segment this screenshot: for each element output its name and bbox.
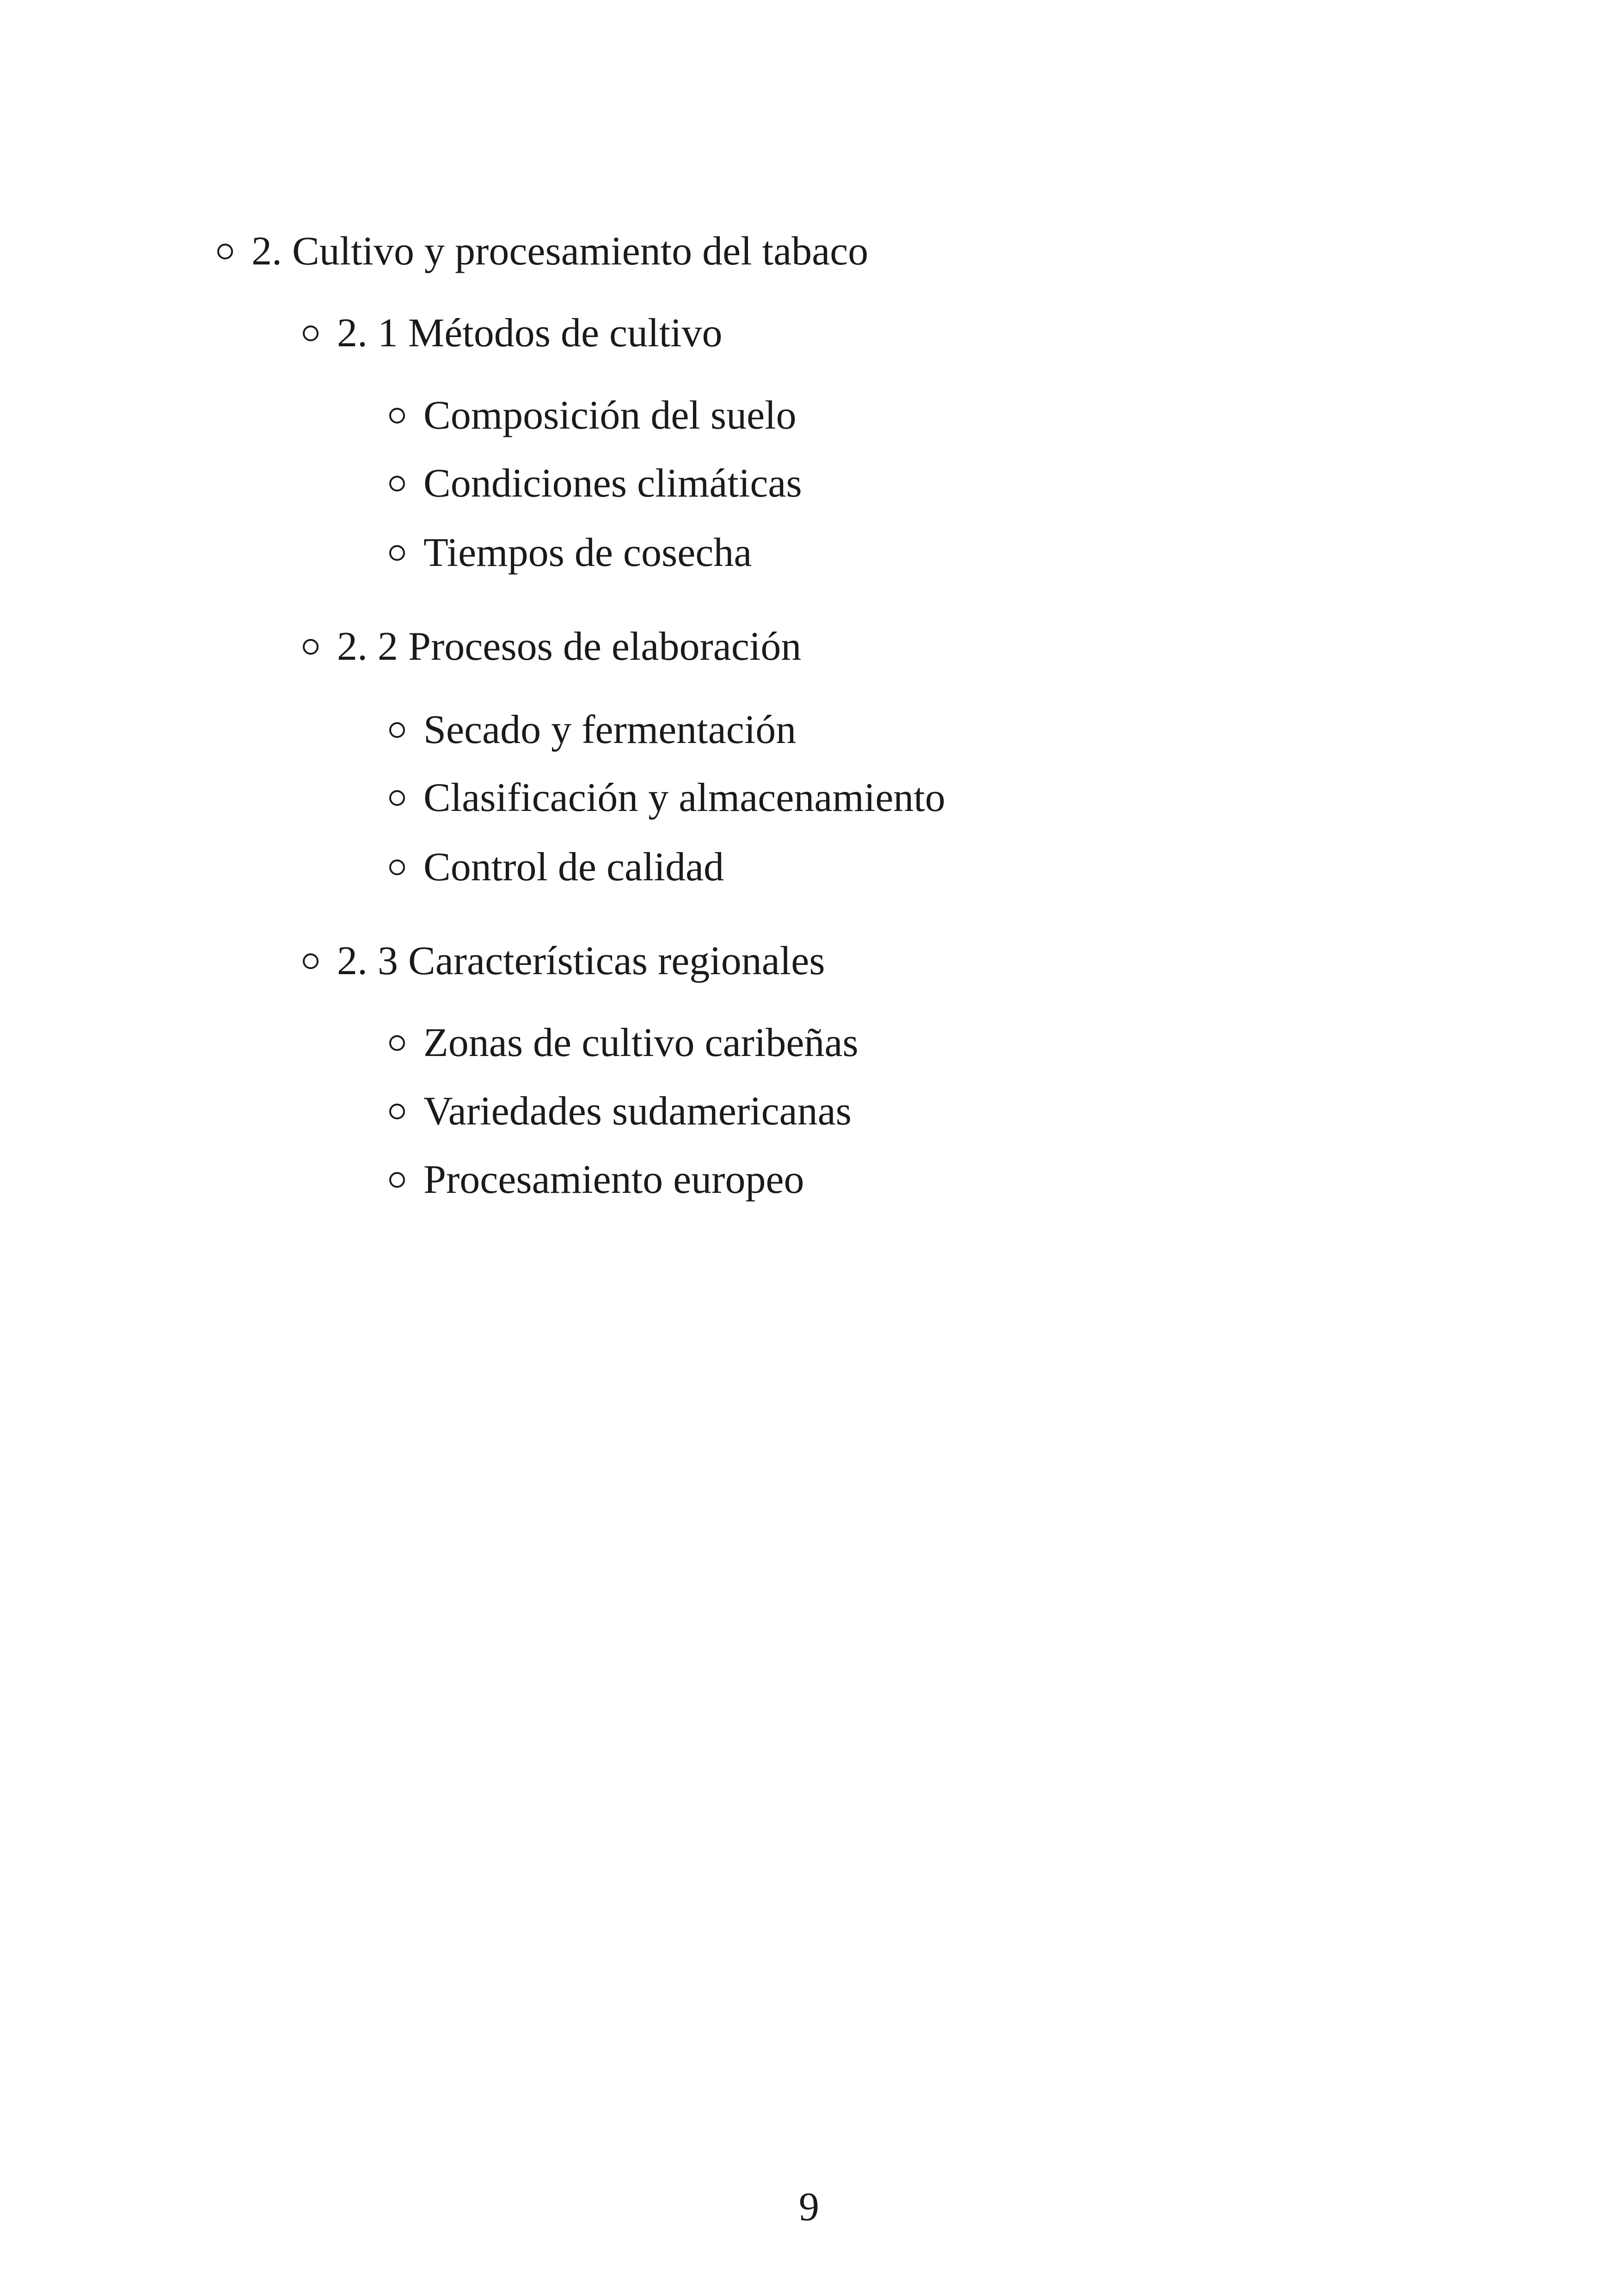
outline-item <box>389 1157 804 1202</box>
outline-item-label: Clasificación y almacenamiento <box>423 775 945 820</box>
hollow-circle-bullet-icon <box>217 244 233 259</box>
outline-section <box>217 231 868 272</box>
outline-subsection-title: 2. 2 Procesos de elaboración <box>337 624 802 669</box>
outline-item <box>389 530 752 575</box>
outline-subsection-title: 2. 3 Características regionales <box>337 939 825 983</box>
outline-item-label: Tiempos de cosecha <box>423 530 752 575</box>
hollow-circle-bullet-icon <box>303 953 319 969</box>
outline-item-label: Control de calidad <box>423 845 724 890</box>
outline-item-label: Variedades sudamericanas <box>423 1089 852 1134</box>
outline-section-title: 2. Cultivo y procesamiento del tabaco <box>251 229 869 274</box>
hollow-circle-bullet-icon <box>389 1104 405 1119</box>
outline-item <box>389 847 724 888</box>
outline-subsection <box>303 941 825 982</box>
hollow-circle-bullet-icon <box>303 639 319 655</box>
hollow-circle-bullet-icon <box>389 1035 405 1051</box>
hollow-circle-bullet-icon <box>389 790 405 806</box>
outline-subsection-title: 2. 1 Métodos de cultivo <box>337 311 723 356</box>
outline-item <box>389 707 797 752</box>
outline-item <box>389 775 945 820</box>
hollow-circle-bullet-icon <box>303 325 319 341</box>
hollow-circle-bullet-icon <box>389 545 405 561</box>
hollow-circle-bullet-icon <box>389 476 405 491</box>
outline-item-label: Condiciones climáticas <box>423 461 802 506</box>
outline-subsection <box>303 313 722 354</box>
hollow-circle-bullet-icon <box>389 722 405 738</box>
outline-item-label: Secado y fermentación <box>423 707 797 752</box>
outline-item-label: Procesamiento europeo <box>423 1157 804 1202</box>
hollow-circle-bullet-icon <box>389 408 405 424</box>
outline-item-label: Zonas de cultivo caribeñas <box>423 1020 858 1065</box>
outline-subsection <box>303 626 801 667</box>
hollow-circle-bullet-icon <box>389 1172 405 1188</box>
hollow-circle-bullet-icon <box>389 859 405 875</box>
outline-item <box>389 395 797 436</box>
outline-item <box>389 463 802 504</box>
outline-item <box>389 1091 852 1132</box>
page-number: 9 <box>799 2185 819 2229</box>
outline-item <box>389 1020 858 1065</box>
outline-item-label: Composición del suelo <box>423 393 797 438</box>
